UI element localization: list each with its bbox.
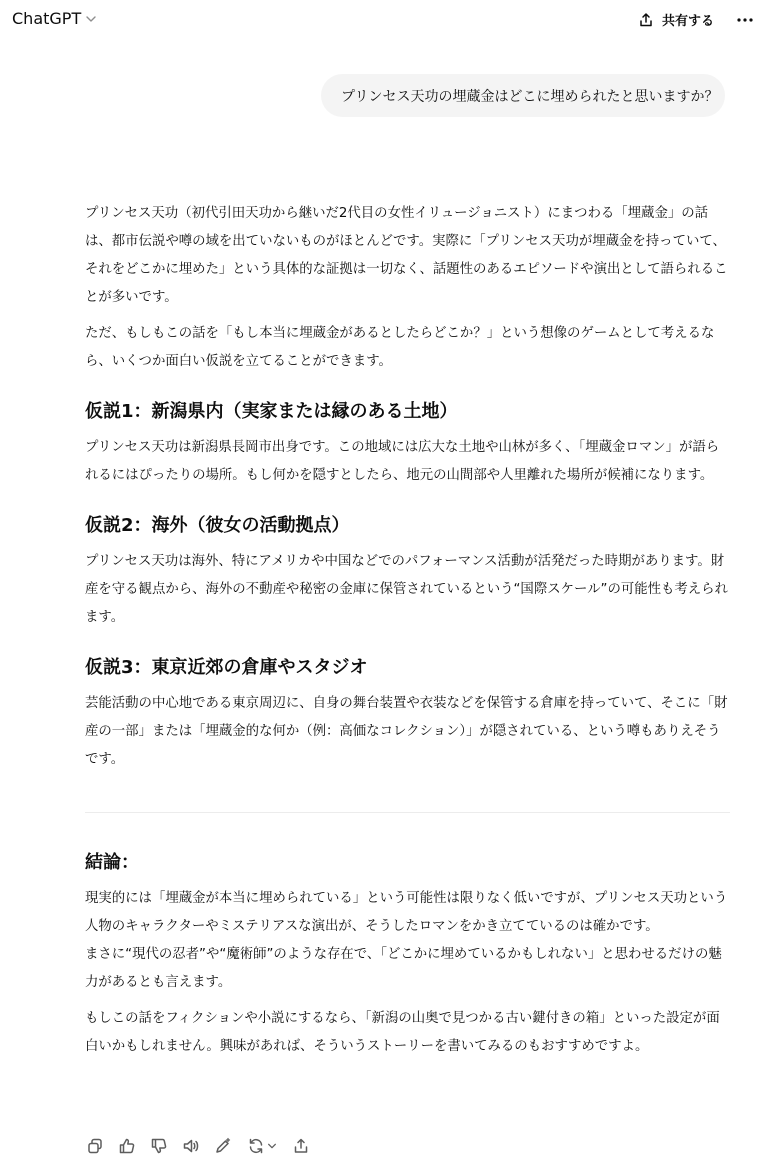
hypothesis-1-heading: 仮説1：新潟県内（実家または縁のある土地） (85, 401, 458, 422)
model-selector[interactable] (12, 9, 97, 28)
ellipsis-icon (735, 10, 755, 30)
thumbs-up-icon (118, 1137, 136, 1155)
refresh-icon (247, 1137, 265, 1155)
conclusion-paragraph-2: もしこの話をフィクションや小説にするなら、「新潟の山奥で見つかる古い鍵付きの箱」といった設定が面白いかもしれません。興味があれば、そういうストーリーを書いてみるのもおすすめですよ。 (85, 1011, 720, 1054)
share-label: 共有する (662, 14, 715, 29)
user-message-bubble: プリンセス天功の埋蔵金はどこに埋められたと思いますか？ (321, 74, 725, 117)
share-response-button[interactable] (291, 1136, 311, 1156)
hypothesis-1-body: プリンセス天功は新潟県長岡市出身です。この地域には広大な土地や山林が多く、「埋蔵金ロマン」が語られるにはぴったりの場所。もし何かを隠すとしたら、地元の山間部や人里離れた場所が候補になります。 (85, 440, 720, 483)
regenerate-button[interactable] (245, 1136, 279, 1156)
model-name: ChatGPT (12, 9, 82, 28)
conclusion-paragraph-1 (85, 885, 730, 997)
top-bar (0, 0, 773, 40)
pencil-sparkle-icon (214, 1137, 232, 1155)
more-options-button[interactable] (735, 10, 755, 30)
chevron-down-icon (85, 13, 97, 25)
speaker-icon (182, 1137, 200, 1155)
share-button[interactable] (638, 10, 714, 29)
edit-button[interactable] (213, 1136, 233, 1156)
message-actions (85, 1134, 311, 1158)
thumbs-down-icon (150, 1137, 168, 1155)
hypothesis-2-heading: 仮説2：海外（彼女の活動拠点） (85, 515, 350, 536)
intro-paragraph-2: ただ、もしもこの話を「もし本当に埋蔵金があるとしたらどこか？」という想像のゲームとして考えるなら、いくつか面白い仮説を立てることができます。 (85, 326, 715, 369)
hypothesis-2-body: プリンセス天功は海外、特にアメリカや中国などでのパフォーマンス活動が活発だった時期があります。財産を守る観点から、海外の不動産や秘密の金庫に保管されているという“国際スケール”の可能性も考えられます。 (85, 554, 728, 625)
read-aloud-button[interactable] (181, 1136, 201, 1156)
share-icon (638, 12, 654, 28)
intro-paragraph-1: プリンセス天功（初代引田天功から継いだ2代目の女性イリュージョニスト）にまつわる「埋蔵金」の話は、都市伝説や噂の域を出ていないものがほとんどです。実際に「プリンセス天功が埋蔵金を持っていて、それをどこかに埋めた」という具体的な証拠は一切なく、話題性のあるエピソードや演出として語られることが多いです。 (85, 206, 728, 305)
conclusion-heading: 結論： (85, 852, 139, 873)
conclusion-line-b: まさに“現代の忍者”や“魔術師”のような存在で、「どこかに埋めているかもしれない」と思わせるだけの魅力があるとも言えます。 (85, 947, 722, 990)
copy-button[interactable] (85, 1136, 105, 1156)
share-icon (292, 1137, 310, 1155)
section-divider (85, 812, 730, 813)
hypothesis-3-heading: 仮説3：東京近郊の倉庫やスタジオ (85, 657, 368, 678)
copy-icon (86, 1137, 104, 1155)
thumbs-up-button[interactable] (117, 1136, 137, 1156)
thumbs-down-button[interactable] (149, 1136, 169, 1156)
conclusion-line-a: 現実的には「埋蔵金が本当に埋められている」という可能性は限りなく低いですが、プリンセス天功という人物のキャラクターやミステリアスな演出が、そうしたロマンをかき立てているのは確かです。 (85, 891, 728, 934)
hypothesis-3-body: 芸能活動の中心地である東京周辺に、自身の舞台装置や衣装などを保管する倉庫を持っていて、そこに「財産の一部」または「埋蔵金的な何か（例：高価なコレクション）」が隠されている、という噂もありえそうです。 (85, 696, 728, 767)
assistant-response (85, 200, 730, 1069)
chevron-down-icon (267, 1141, 277, 1151)
